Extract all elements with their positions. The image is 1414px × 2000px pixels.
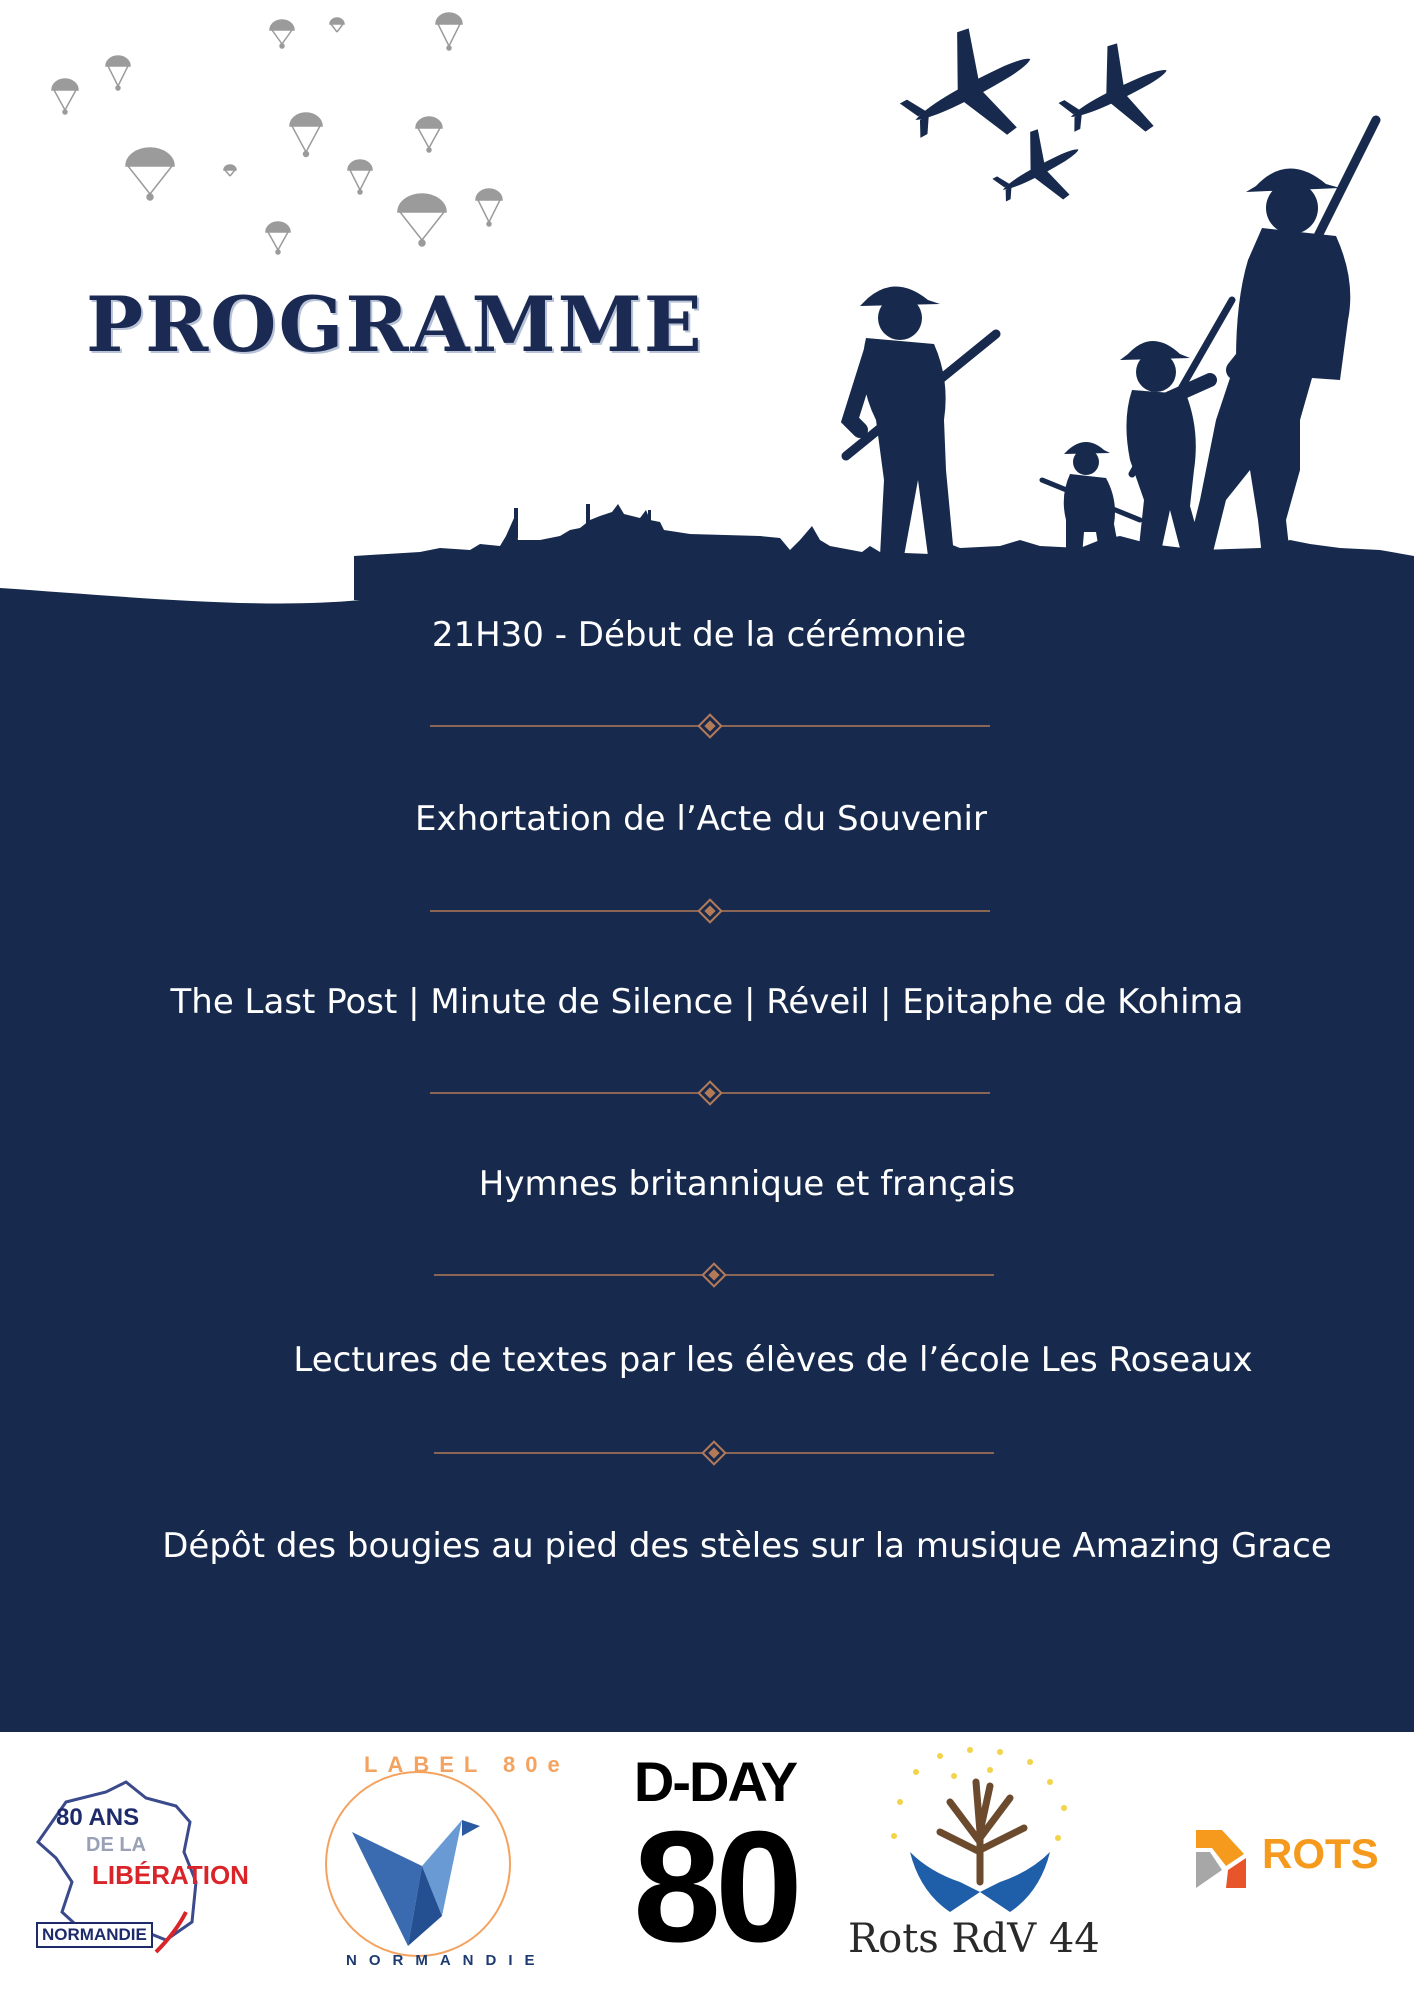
programme-item: The Last Post | Minute de Silence | Réveil | Epitaphe de Kohima — [170, 982, 1244, 1022]
rotsrdv-logo — [880, 1742, 1080, 1922]
parachute-icon — [126, 148, 174, 200]
programme-item: Dépôt des bougies au pied des stèles sur la musique Amazing Grace — [162, 1526, 1332, 1566]
parachute-icon — [224, 165, 236, 176]
rots-logo — [1192, 1826, 1252, 1892]
rots-mark-icon — [1192, 1826, 1252, 1892]
logo-text: ROTS — [1262, 1830, 1379, 1877]
parachute-icon — [52, 79, 78, 114]
soldier-figure — [1186, 120, 1376, 556]
logo-badge: NORMANDIE — [36, 1922, 153, 1948]
programme-item: Exhortation de l’Acte du Souvenir — [415, 799, 987, 839]
plane-icon — [1046, 28, 1187, 161]
logo-text: D-DAY — [633, 1750, 797, 1813]
parachute-icon — [348, 160, 372, 194]
plane-icon — [981, 116, 1096, 225]
label80-logo — [312, 1746, 570, 1986]
logo-text: NORMANDIE — [346, 1952, 547, 1969]
parachute-icon — [398, 194, 446, 246]
programme-item: Hymnes britannique et français — [478, 1164, 1016, 1204]
parachute-icon — [436, 13, 462, 50]
programme-item: 21H30 - Début de la cérémonie — [431, 615, 967, 655]
logo-text: 80 ANS — [56, 1804, 140, 1831]
parachute-icon — [106, 56, 130, 90]
page-title: PROGRAMME — [86, 280, 704, 369]
parachute-icon — [266, 222, 290, 254]
logo-text: LIBÉRATION — [92, 1860, 249, 1890]
parachute-icon — [330, 18, 344, 32]
logo-text: 80 — [633, 1799, 797, 1975]
parachute-icon — [270, 20, 294, 48]
logo-text: DE LA — [86, 1834, 146, 1856]
liberation-logo — [26, 1762, 249, 1972]
soldier-figure — [846, 286, 996, 556]
programme-item: Lectures de textes par les élèves de l’école Les Roseaux — [293, 1340, 1253, 1380]
soldiers-silhouette — [846, 120, 1376, 556]
parachute-icon — [416, 117, 442, 152]
logo-text: LABEL 80e — [364, 1752, 570, 1777]
origami-bird-icon — [312, 1746, 526, 1986]
parachute-icon — [290, 113, 322, 157]
parachutes-illustration — [52, 13, 502, 254]
partner-logos — [0, 1732, 1414, 2000]
tree-hands-icon — [880, 1742, 1080, 1922]
parachute-icon — [476, 189, 502, 226]
logo-text: Rots RdV 44 — [848, 1916, 1100, 1962]
aircraft-illustration — [883, 8, 1187, 225]
dday80-logo — [630, 1750, 800, 1975]
